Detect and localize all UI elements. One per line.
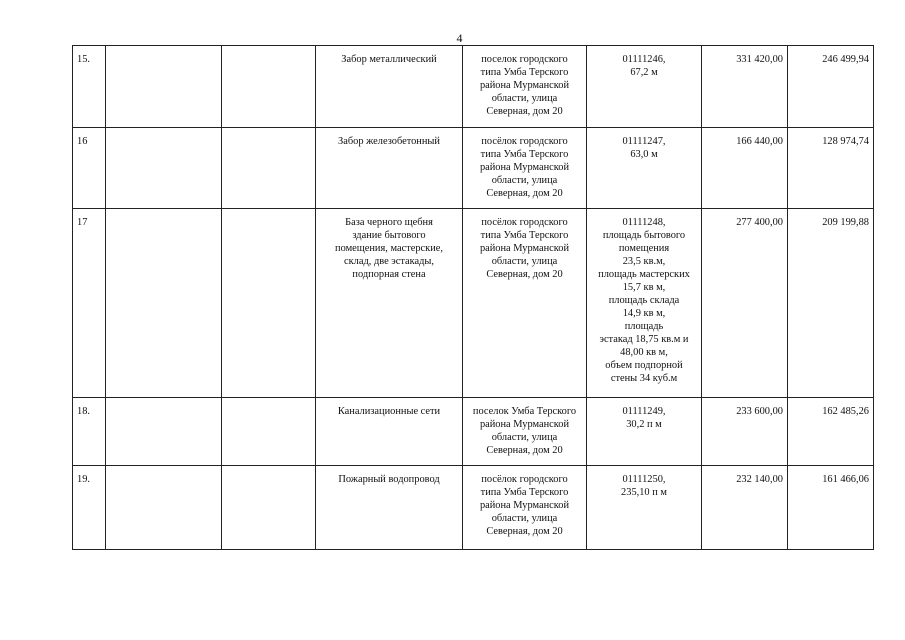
object-name-line: здание бытового [352,230,426,241]
empty-cell [106,398,222,466]
table-row [73,398,874,466]
address-line: посёлок городского [481,474,568,485]
object-name-line: помещения, мастерские, [335,243,443,254]
table-row [73,46,874,128]
object-name-line: База черного щебня [345,217,433,228]
address-line: типа Умба Терского [480,149,569,160]
property-registry-table [72,45,874,550]
empty-cell [222,209,316,398]
inventory-line: площадь мастерских [598,269,690,280]
address-line: района Мурманской [479,162,570,173]
address-line: Северная, дом 20 [486,445,563,456]
empty-cell [222,466,316,550]
residual-value-cell: 209 199,88 [788,209,874,398]
inventory-line: 235,10 п м [621,487,667,498]
row-number-cell: 17 [73,209,106,398]
address-line: района Мурманской [479,419,570,430]
object-name-line: склад, две эстакады, [344,256,434,267]
address-line: посёлок городского [481,136,568,147]
object-name-line: подпорная стена [352,269,426,280]
empty-cell [106,128,222,209]
inventory-line: 48,00 кв м, [620,347,668,358]
address-line: Северная, дом 20 [486,526,563,537]
row-number-cell: 15. [73,46,106,128]
row-number-cell: 16 [73,128,106,209]
inventory-line: площадь [624,321,664,332]
address-cell [463,209,587,398]
object-name-cell [316,46,463,128]
empty-cell [106,209,222,398]
inventory-line: площадь склада [608,295,680,306]
empty-cell [222,128,316,209]
address-line: области, улица [491,175,558,186]
book-value-cell: 233 600,00 [702,398,788,466]
address-line: типа Умба Терского [480,67,569,78]
empty-cell [222,398,316,466]
address-cell [463,398,587,466]
inventory-line: помещения [618,243,670,254]
object-name-cell [316,128,463,209]
object-name-line: Забор металлический [341,54,437,65]
address-line: поселок Умба Терского [472,406,577,417]
address-line: Северная, дом 20 [486,188,563,199]
inventory-line: 01111246, [622,54,666,65]
inventory-line: 63,0 м [630,149,658,160]
object-name-cell [316,209,463,398]
inventory-line: 15,7 кв м, [622,282,666,293]
address-cell [463,128,587,209]
inventory-line: стены 34 куб.м [610,373,678,384]
inventory-line: 01111249, [622,406,666,417]
inventory-cell [587,46,702,128]
inventory-line: 14,9 кв м, [622,308,666,319]
inventory-cell [587,398,702,466]
address-line: Северная, дом 20 [486,106,563,117]
table-row [73,209,874,398]
inventory-line: 30,2 п м [626,419,662,430]
inventory-line: 01111247, [622,136,666,147]
empty-cell [106,46,222,128]
address-cell [463,466,587,550]
table-row [73,128,874,209]
address-line: области, улица [491,256,558,267]
address-line: типа Умба Терского [480,487,569,498]
address-line: области, улица [491,93,558,104]
page-number: 4 [456,31,463,45]
empty-cell [222,46,316,128]
object-name-cell [316,466,463,550]
object-name-line: Пожарный водопровод [338,474,440,485]
row-number-cell: 18. [73,398,106,466]
inventory-line: площадь бытового [602,230,686,241]
residual-value-cell: 161 466,06 [788,466,874,550]
address-line: посёлок городского [481,217,568,228]
book-value-cell: 232 140,00 [702,466,788,550]
empty-cell [106,466,222,550]
address-line: района Мурманской [479,500,570,511]
inventory-cell [587,209,702,398]
address-line: области, улица [491,432,558,443]
object-name-line: Забор железобетонный [338,136,440,147]
object-name-cell [316,398,463,466]
book-value-cell: 331 420,00 [702,46,788,128]
inventory-line: 01111248, [622,217,666,228]
inventory-cell [587,128,702,209]
inventory-line: 23,5 кв.м, [622,256,666,267]
address-line: типа Умба Терского [480,230,569,241]
address-line: области, улица [491,513,558,524]
inventory-line: 67,2 м [630,67,658,78]
address-line: Северная, дом 20 [486,269,563,280]
book-value-cell: 166 440,00 [702,128,788,209]
table-row [73,466,874,550]
address-line: поселок городского [481,54,568,65]
address-line: района Мурманской [479,243,570,254]
residual-value-cell: 162 485,26 [788,398,874,466]
address-line: района Мурманской [479,80,570,91]
inventory-cell [587,466,702,550]
inventory-line: объем подпорной [605,360,683,371]
address-cell [463,46,587,128]
inventory-line: эстакад 18,75 кв.м и [599,334,689,345]
object-name-line: Канализационные сети [337,406,441,417]
book-value-cell: 277 400,00 [702,209,788,398]
row-number-cell: 19. [73,466,106,550]
residual-value-cell: 128 974,74 [788,128,874,209]
inventory-line: 01111250, [622,474,666,485]
residual-value-cell: 246 499,94 [788,46,874,128]
